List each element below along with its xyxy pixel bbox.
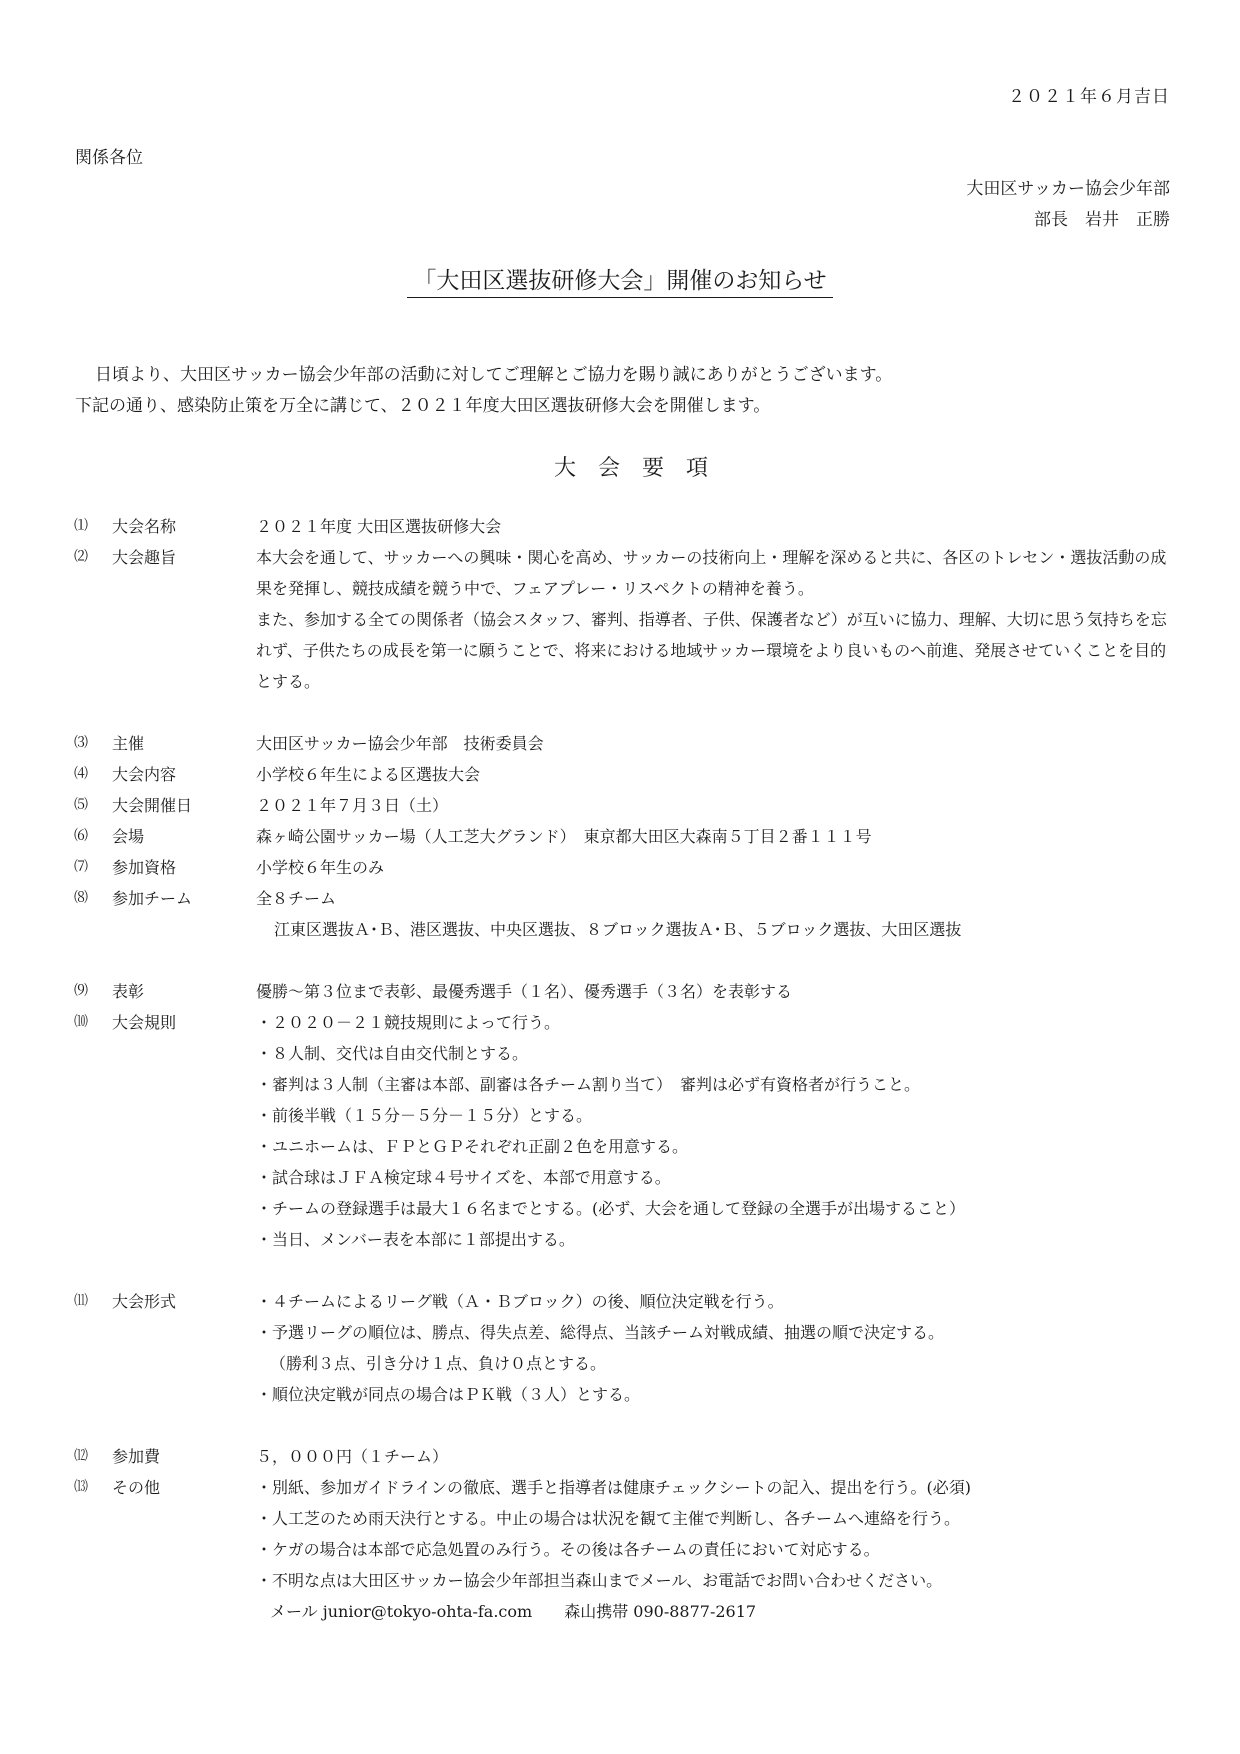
item-teams (74, 883, 1174, 945)
section-heading: 大会要項 (553, 456, 730, 481)
purpose-paragraph-2: また、参加する全ての関係者（協会スタッフ、審判、指導者、子供、保護者など）が互いに協力、理解、大切に思う気持ちを忘れず、子供たちの成長を第一に願うことで、将来における地域サッカー環境をより良いものへ前進、発展させていくことを目的とする。 (256, 610, 1167, 691)
item-number: ⑿ (74, 1448, 88, 1464)
sender-name: 部長 岩井 正勝 (1034, 210, 1170, 230)
item-number: ⒀ (74, 1479, 88, 1495)
item-label: 大会開催日 (112, 796, 193, 815)
item-label: 会場 (112, 827, 145, 846)
team-list: 江東区選抜Ａ･Ｂ、港区選抜、中央区選抜、８ブロック選抜Ａ･Ｂ、５ブロック選抜、大田区選抜 (274, 920, 962, 939)
purpose-paragraph-1: 本大会を通して、サッカーへの興味・関心を高め、サッカーの技術向上・理解を深めると共に、各区のトレセン・選抜活動の成果を発揮し、競技成績を競う中で、フェアプレー・リスペクトの精神を養う。 (256, 548, 1167, 598)
item-value: ２０２１年度 大田区選抜研修大会 (256, 517, 502, 536)
item-number: ⑾ (74, 1293, 88, 1309)
item-number: ⑵ (74, 549, 88, 565)
item-value: 優勝～第３位まで表彰、最優秀選手（１名）、優秀選手（３名）を表彰する (256, 982, 793, 1001)
sender-organization: 大田区サッカー協会少年部 (966, 179, 1170, 199)
item-label: 主催 (112, 734, 145, 753)
item-value: 小学校６年生のみ (256, 858, 385, 877)
item-value: 大田区サッカー協会少年部 技術委員会 (256, 734, 544, 753)
item-format (74, 1286, 1174, 1410)
document-title (0, 262, 1240, 295)
rule-line: ・８人制、交代は自由交代制とする。 (256, 1044, 529, 1063)
item-value: 小学校６年生による区選抜大会 (256, 765, 481, 784)
item-eligibility (74, 852, 1174, 883)
document-date: ２０２１年６月吉日 (1008, 87, 1170, 107)
item-value: ２０２１年７月３日（土） (256, 796, 449, 815)
rule-line: ・２０２０－２１競技規則によって行う。 (256, 1013, 561, 1032)
item-venue (74, 821, 1174, 852)
item-label: 大会内容 (112, 765, 177, 784)
item-number: ⑸ (74, 797, 88, 813)
item-awards (74, 976, 1174, 1007)
item-value: ５，０００円（１チーム） (256, 1447, 449, 1466)
format-line: （勝利３点、引き分け１点、負け０点とする。 (270, 1354, 607, 1373)
other-line: ・別紙、参加ガイドラインの徹底、選手と指導者は健康チェックシートの記入、提出を行う。(必須) (256, 1478, 972, 1497)
item-label: 大会趣旨 (112, 548, 177, 567)
item-content (74, 759, 1174, 790)
item-number: ⑶ (74, 735, 88, 751)
other-line: ・ケガの場合は本部で応急処置のみ行う。その後は各チームの責任において対応する。 (256, 1540, 880, 1559)
item-label: 参加資格 (112, 858, 177, 877)
item-label: 大会規則 (112, 1013, 177, 1032)
contact-info: メール junior@tokyo-ohta-fa.com 森山携帯 090-8877-2617 (270, 1602, 757, 1621)
rule-line: ・当日、メンバー表を本部に１部提出する。 (256, 1230, 575, 1249)
item-number: ⑺ (74, 859, 88, 875)
item-value: 森ヶ崎公園サッカー場（人工芝大グランド） 東京都大田区大森南５丁目２番１１１号 (256, 827, 872, 846)
intro-text (75, 360, 892, 422)
format-line: ・予選リーグの順位は、勝点、得失点差、総得点、当該チーム対戦成績、抽選の順で決定する。 (256, 1323, 945, 1342)
other-line: ・人工芝のため雨天決行とする。中止の場合は状況を観て主催で判断し、各チームへ連絡を行う。 (256, 1509, 961, 1528)
item-label: 参加費 (112, 1447, 161, 1466)
intro-line-1: 日頃より、大田区サッカー協会少年部の活動に対してご理解とご協力を賜り誠にありがとうございます。 (95, 365, 893, 385)
other-line: ・不明な点は大田区サッカー協会少年部担当森山までメール、お電話でお問い合わせください。 (256, 1571, 943, 1590)
item-number: ⑼ (74, 983, 88, 999)
guidelines-list (74, 511, 1174, 1627)
item-name (74, 511, 1174, 542)
item-value: 全８チーム (256, 889, 337, 908)
item-fee (74, 1441, 1174, 1472)
format-line: ・順位決定戦が同点の場合はＰＫ戦（３人）とする。 (256, 1385, 641, 1404)
intro-line-2: 下記の通り、感染防止策を万全に講じて、２０２１年度大田区選抜研修大会を開催します。 (75, 396, 771, 416)
sender-block (966, 174, 1170, 236)
item-label: 参加チーム (112, 889, 193, 908)
item-number: ⑹ (74, 828, 88, 844)
item-purpose (74, 542, 1174, 697)
item-label: 大会名称 (112, 517, 177, 536)
rule-line: ・試合球はＪＦＡ検定球４号サイズを、本部で用意する。 (256, 1168, 671, 1187)
item-number: ⑻ (74, 890, 88, 906)
item-rules (74, 1007, 1174, 1255)
item-label: 表彰 (112, 982, 145, 1001)
item-number: ⑷ (74, 766, 88, 782)
format-line: ・４チームによるリーグ戦（Ａ・Ｂブロック）の後、順位決定戦を行う。 (256, 1292, 784, 1311)
item-label: 大会形式 (112, 1292, 177, 1311)
rule-line: ・ユニホームは、ＦＰとＧＰそれぞれ正副２色を用意する。 (256, 1137, 689, 1156)
rule-line: ・前後半戦（１５分－５分－１５分）とする。 (256, 1106, 593, 1125)
recipient: 関係各位 (75, 148, 143, 168)
rule-line: ・チームの登録選手は最大１６名までとする。(必ず、大会を通して登録の全選手が出場すること） (256, 1199, 965, 1218)
item-label: その他 (112, 1478, 161, 1497)
rule-line: ・審判は３人制（主審は本部、副審は各チーム割り当て） 審判は必ず有資格者が行うこと。 (256, 1075, 921, 1094)
item-number: ⑽ (74, 1014, 88, 1030)
document-title-text: 「大田区選抜研修大会」開催のお知らせ (407, 268, 832, 298)
item-other (74, 1472, 1174, 1627)
item-date (74, 790, 1174, 821)
item-number: ⑴ (74, 518, 88, 534)
item-host (74, 728, 1174, 759)
